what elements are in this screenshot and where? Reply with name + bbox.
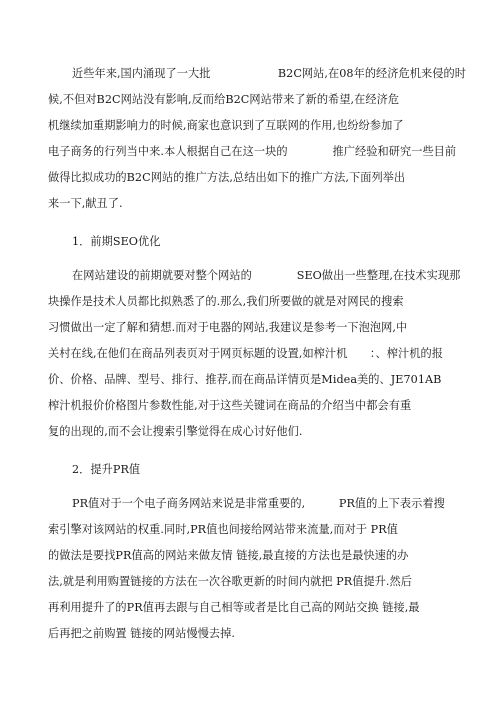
- intro-line: 近些年来,国内涌现了一大批 B2C网站,在08年的经济危机来侵的时: [72, 67, 466, 80]
- intro-line: 做得比拟成功的B2C网站的推广方法,总结出如下的推广方法,下面列举出: [48, 171, 406, 184]
- section1-line: 习惯做出一定了解和猜想.而对于电器的网站,我建议是参考一下泡泡网,中: [48, 321, 408, 334]
- intro-line: 机继续加重期影响力的时候,商家也意识到了互联网的作用,也纷纷参加了: [48, 119, 404, 132]
- section1-line: 关村在线,在他们在商品列表页对于网页标题的设置,如榨汁机 ：、榨汁机的报: [48, 347, 443, 360]
- section1-line: 块操作是技术人员都比拟熟悉了的.那么,我们所要做的就是对网民的搜索: [48, 295, 404, 308]
- section2-line: 索引擎对该网站的权重.同时,PR值也间接给网站带来流量,而对于 PR值: [48, 523, 398, 536]
- section1-line: 价、价格、品牌、型号、排行、推荐,而在商品详情页是Midea美的、JE701AB: [48, 373, 442, 386]
- intro-line: 电子商务的行列当中来.本人根据自己在这一块的 推广经验和研究一些目前: [48, 145, 457, 158]
- intro-line: 候,不但对B2C网站没有影响,反而给B2C网站带来了新的希望,在经济危: [48, 93, 400, 106]
- section2-line: PR值对于一个电子商务网站来说是非常重要的, PR值的上下表示着搜: [72, 497, 445, 510]
- intro-line: 来一下,献丑了.: [48, 197, 123, 210]
- section1-line: 在网站建设的前期就要对整个网站的 SEO做出一些整理,在技术实现那: [72, 269, 461, 282]
- section2-line: 法,就是利用购置链接的方法在一次谷歌更新的时间内就把 PR值提升.然后: [48, 575, 412, 588]
- section2-line: 的做法是要找PR值高的网站来做友情 链接,最直接的方法也是最快速的办: [48, 549, 409, 562]
- section1-line: 复的出现的,而不会让搜索引擎觉得在成心讨好他们.: [48, 425, 303, 438]
- section-heading-seo: 1．前期SEO优化: [72, 235, 161, 248]
- section1-line: 榨汁机报价价格图片参数性能,对于这些关键词在商品的介绍当中都会有重: [48, 399, 412, 412]
- section2-line: 再利用提升了的PR值再去跟与自己相等或者是比自己高的网站交换 链接,最: [48, 601, 420, 614]
- section2-line: 后再把之前购置 链接的网站慢慢去掉.: [48, 627, 236, 640]
- section-heading-pr: 2．提升PR值: [72, 463, 141, 476]
